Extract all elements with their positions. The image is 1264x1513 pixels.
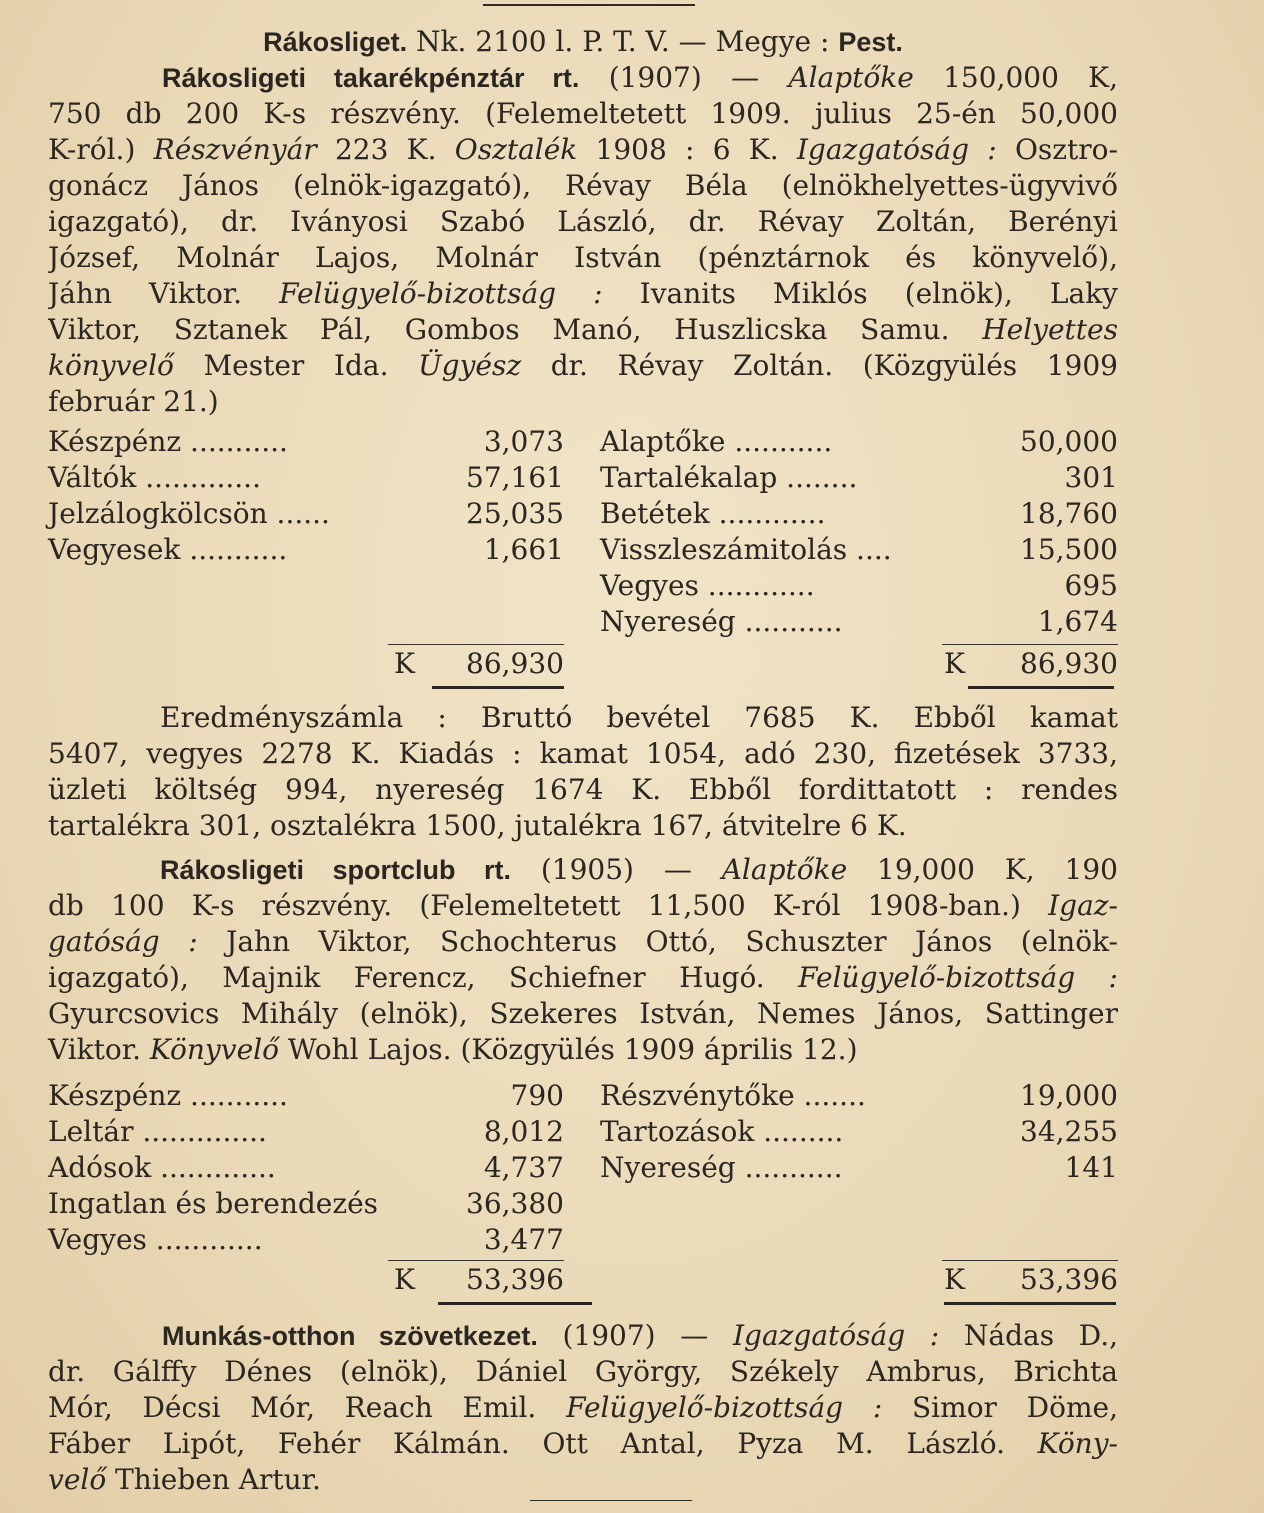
liability-label: Visszleszámitolás .... [600, 533, 892, 566]
entry1-text: Mester Ida. [173, 349, 419, 382]
entry3-line1 [162, 1318, 1118, 1354]
entry3-text: Nádas D., [939, 1319, 1118, 1352]
entry1-text: 1908 : 6 K. [577, 133, 797, 166]
entry1-text: dr. Révay Zoltán. (Közgyülés 1909 [521, 349, 1118, 382]
result1-line1: Eredményszámla : Bruttó bevétel 7685 K. Ebből kamat [160, 701, 1118, 734]
asset-label: Vegyes ............ [48, 1223, 263, 1256]
total-currency: K [944, 1263, 965, 1296]
bottom-rule [530, 1500, 692, 1501]
entry1-text: Jáhn Viktor. [48, 277, 280, 310]
entry1-text: 223 K. [316, 133, 455, 166]
result1-line4: tartalékra 301, osztalékra 1500, jutalékra 167, átvitelre 6 K. [48, 809, 907, 842]
asset-label: Készpénz ........... [48, 1079, 288, 1112]
entry3-text: Simor Döme, [882, 1391, 1118, 1424]
locality-details: Nk. 2100 l. P. T. V. — Megye : [407, 25, 839, 58]
asset-label: Leltár .............. [48, 1115, 267, 1148]
asset-value: 790 [510, 1079, 564, 1112]
entry3-line4 [48, 1426, 1118, 1462]
liability-value: 301 [1064, 461, 1118, 494]
entry1-company-name: Rákosligeti takarékpénztár rt. [162, 63, 580, 93]
liability-label: Tartozások ......... [600, 1115, 844, 1148]
entry2-italic-label: Igaz- [1048, 889, 1118, 922]
total-currency: K [394, 1263, 415, 1296]
liability-value: 141 [1064, 1151, 1118, 1184]
entry2-line4 [48, 960, 1118, 996]
entry3-italic-label: Igazgatóság : [732, 1319, 940, 1352]
entry3-line5 [48, 1462, 1118, 1498]
locality-name: Rákosliget. [263, 27, 408, 57]
entry2-text: Wohl Lajos. (Közgyülés 1909 április 12.) [278, 1033, 858, 1066]
entry1-line8 [48, 312, 1118, 348]
sum-rule [388, 644, 564, 645]
entry1-text: 150,000 K, [913, 61, 1118, 94]
entry1-text: (1907) — [579, 61, 789, 94]
asset-value: 3,073 [483, 425, 564, 458]
result1-line3: üzleti költség 994, nyereség 1674 K. Ebből fordittatott : rendes [48, 773, 1118, 806]
asset-value: 36,380 [466, 1187, 564, 1220]
entry3-line2: dr. Gálffy Dénes (elnök), Dániel György, Székely Ambrus, Brichta [48, 1355, 1118, 1388]
asset-label: Adósok ............. [48, 1151, 276, 1184]
liability-value: 18,760 [1020, 497, 1118, 530]
locality-header [48, 24, 1118, 60]
entry1-italic-label: könyvelő [48, 349, 174, 382]
asset-value: 8,012 [483, 1115, 564, 1148]
entry2-text: 19,000 K, 190 [847, 853, 1118, 886]
entry2-line5: Gyurcsovics Mihály (elnök), Szekeres István, Nemes János, Sattinger [48, 997, 1118, 1030]
sum-rule [942, 644, 1118, 645]
entry1-line10: február 21.) [48, 385, 219, 418]
liability-label: Részvénytőke ....... [600, 1079, 866, 1112]
entry1-line4: gonácz János (elnök-igazgató), Révay Béla (elnökhelyettes-ügyvivő [48, 169, 1118, 202]
liability-label: Nyereség ........... [600, 605, 843, 638]
total-rule [944, 1302, 1116, 1305]
entry3-line3 [48, 1390, 1118, 1426]
entry3-italic-label: velő [48, 1463, 107, 1496]
entry1-line6: József, Molnár Lajos, Molnár István (pénztárnok és könyvelő), [48, 241, 1118, 274]
entry3-text: Fáber Lipót, Fehér Kálmán. Ott Antal, Pyza M. László. [48, 1427, 1038, 1460]
liability-value: 19,000 [1020, 1079, 1118, 1112]
entry2-text: (1905) — [510, 853, 722, 886]
entry2-line3 [48, 924, 1118, 960]
liability-value: 50,000 [1020, 425, 1118, 458]
entry2-line1 [160, 852, 1118, 888]
liability-label: Nyereség ........... [600, 1151, 843, 1184]
entry1-italic-label: Osztalék [454, 133, 578, 166]
result1-line2: 5407, vegyes 2278 K. Kiadás : kamat 1054, adó 230, fizetések 3733, [48, 737, 1118, 770]
liability-value: 1,674 [1037, 605, 1118, 638]
sum-rule [388, 1260, 564, 1261]
liability-label: Betétek ............ [600, 497, 826, 530]
liability-value: 34,255 [1020, 1115, 1118, 1148]
entry1-text: Ivanits Miklós (elnök), Laky [602, 277, 1118, 310]
entry1-line1 [162, 60, 1118, 96]
entry1-italic-label: Részvényár [153, 133, 317, 166]
asset-value: 3,477 [483, 1223, 564, 1256]
asset-label: Készpénz ........... [48, 425, 288, 458]
entry1-text: Osztro- [996, 133, 1118, 166]
total-rule [968, 686, 1114, 689]
entry1-line7 [48, 276, 1118, 312]
county-name: Pest. [838, 27, 903, 57]
entry2-italic-label: Felügyelő-bizottság : [798, 961, 1118, 994]
liability-label: Alaptőke ........... [600, 425, 833, 458]
entry2-italic-label: gatóság : [48, 925, 198, 958]
entry1-line2: 750 db 200 K-s részvény. (Felemeltetett 1909. julius 25-én 50,000 [48, 97, 1118, 130]
entry1-italic-label: Ügyész [418, 349, 522, 382]
entry2-line6 [48, 1032, 1118, 1068]
entry2-text: igazgató), Majnik Ferencz, Schiefner Hugó. [48, 961, 799, 994]
total-rule [432, 686, 564, 689]
total-value: 53,396 [466, 1263, 564, 1296]
asset-value: 57,161 [466, 461, 564, 494]
entry3-italic-label: Köny- [1037, 1427, 1118, 1460]
entry2-company-name: Rákosligeti sportclub rt. [160, 855, 511, 885]
entry3-text: (1907) — [537, 1319, 733, 1352]
asset-label: Jelzálogkölcsön ...... [48, 497, 330, 530]
total-value: 86,930 [466, 647, 564, 680]
entry1-text: K-ról.) [48, 133, 154, 166]
entry1-italic-label: Alaptőke [788, 61, 914, 94]
entry3-text: Thieben Artur. [106, 1463, 321, 1496]
entry2-italic-label: Könyvelő [149, 1033, 279, 1066]
entry3-text: Mór, Décsi Mór, Reach Emil. [48, 1391, 567, 1424]
liability-label: Tartalékalap ........ [600, 461, 858, 494]
asset-label: Váltók ............. [48, 461, 261, 494]
entry1-line3 [48, 132, 1118, 168]
entry2-text: db 100 K-s részvény. (Felemeltetett 11,500 K-ról 1908-ban.) [48, 889, 1049, 922]
entry3-company-name: Munkás-otthon szövetkezet. [162, 1321, 538, 1351]
liability-value: 15,500 [1020, 533, 1118, 566]
total-value: 86,930 [1020, 647, 1118, 680]
total-value: 53,396 [1020, 1263, 1118, 1296]
entry1-italic-label: Helyettes [982, 313, 1118, 346]
asset-value: 1,661 [483, 533, 564, 566]
asset-value: 4,737 [483, 1151, 564, 1184]
entry1-italic-label: Igazgatóság : [796, 133, 997, 166]
entry2-line2 [48, 888, 1118, 924]
sum-rule [942, 1260, 1118, 1261]
top-rule [483, 4, 695, 6]
entry1-text: Viktor, Sztanek Pál, Gombos Manó, Huszlicska Samu. [48, 313, 983, 346]
entry2-text: Jahn Viktor, Schochterus Ottó, Schuszter János (elnök- [197, 925, 1118, 958]
entry3-italic-label: Felügyelő-bizottság : [566, 1391, 883, 1424]
entry2-text: Viktor. [48, 1033, 150, 1066]
asset-label: Ingatlan és berendezés [48, 1187, 379, 1220]
total-currency: K [394, 647, 415, 680]
asset-label: Vegyesek ........... [48, 533, 288, 566]
liability-value: 695 [1064, 569, 1118, 602]
total-currency: K [944, 647, 965, 680]
total-rule [438, 1302, 592, 1305]
entry2-italic-label: Alaptőke [721, 853, 848, 886]
entry1-line5: igazgató), dr. Iványosi Szabó László, dr. Révay Zoltán, Berényi [48, 205, 1118, 238]
asset-value: 25,035 [466, 497, 564, 530]
entry1-line9 [48, 348, 1118, 384]
liability-label: Vegyes ............ [600, 569, 815, 602]
entry1-italic-label: Felügyelő-bizottság : [279, 277, 603, 310]
